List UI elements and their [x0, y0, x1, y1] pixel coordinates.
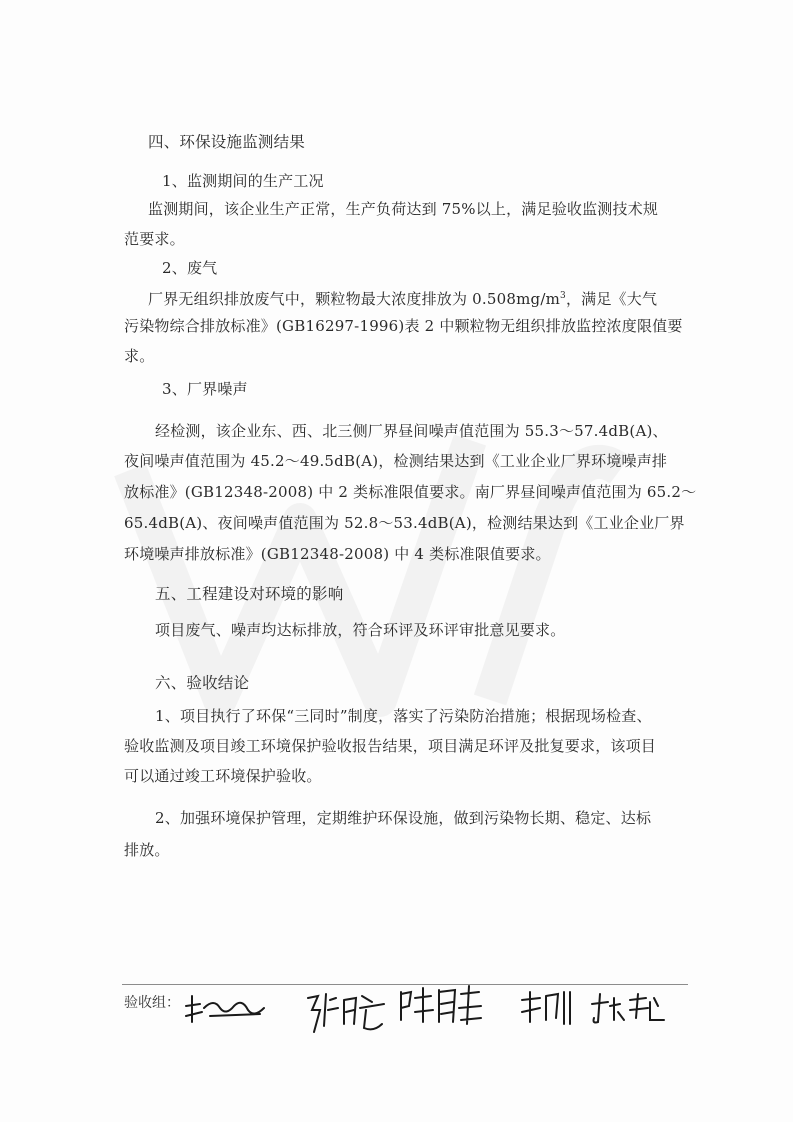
section-6-1-line-3: 可以通过竣工环境保护验收。	[124, 767, 322, 785]
signature-4	[518, 988, 578, 1028]
signature-divider	[122, 984, 688, 985]
section-6-1-line-1: 1、项目执行了环保“三同时”制度，落实了污染防治措施；根据现场检查、	[155, 707, 652, 725]
section-4-1-heading: 1、监测期间的生产工况	[162, 172, 324, 190]
section-4-2-heading: 2、废气	[162, 259, 218, 277]
section-5-heading: 五、工程建设对环境的影响	[155, 585, 344, 603]
section-4-2-line-2: 污染物综合排放标准》(GB16297-1996)表 2 中颗粒物无组织排放监控浓度限值要	[124, 317, 683, 335]
signature-label: 验收组：	[124, 995, 180, 1011]
section-4-1-line-1: 监测期间，该企业生产正常，生产负荷达到 75%以上，满足验收监测技术规	[148, 200, 659, 218]
section-6-heading: 六、验收结论	[155, 674, 250, 692]
signature-2	[300, 988, 390, 1040]
section-4-3-line-3: 放标准》(GB12348-2008) 中 2 类标准限值要求。南厂界昼间噪声值范围为 65.2～	[124, 483, 697, 501]
section-4-2-line-1: 厂界无组织排放废气中，颗粒物最大浓度排放为 $0.508mg/m^3$，满足《大气	[148, 290, 658, 308]
section-4-1-line-2: 范要求。	[124, 230, 185, 248]
signature-3	[395, 984, 485, 1028]
section-5-line-1: 项目废气、噪声均达标排放，符合环评及环评审批意见要求。	[155, 621, 566, 639]
section-4-2-line-3: 求。	[124, 347, 155, 365]
signature-5	[588, 990, 668, 1028]
section-6-1-line-2: 验收监测及项目竣工环境保护验收报告结果，项目满足环评及批复要求，该项目	[124, 737, 657, 755]
section-4-3-line-5: 环境噪声排放标准》(GB12348-2008) 中 4 类标准限值要求。	[124, 545, 551, 563]
section-4-3-heading: 3、厂界噪声	[162, 380, 248, 398]
section-6-2-line-2: 排放。	[124, 841, 170, 859]
section-4-3-line-4: 65.4dB(A)、夜间噪声值范围为 52.8～53.4dB(A)，检测结果达到《工业企业厂界	[124, 514, 685, 532]
section-6-2-line-1: 2、加强环境保护管理，定期维护环保设施，做到污染物长期、稳定、达标	[155, 809, 652, 827]
section-4-3-line-1: 经检测，该企业东、西、北三侧厂界昼间噪声值范围为 55.3～57.4dB(A)、	[155, 422, 668, 440]
section-4-3-line-2: 夜间噪声值范围为 45.2～49.5dB(A)，检测结果达到《工业企业厂界环境噪声排	[124, 452, 668, 470]
section-4-heading: 四、环保设施监测结果	[148, 133, 306, 151]
signature-1	[180, 988, 270, 1028]
